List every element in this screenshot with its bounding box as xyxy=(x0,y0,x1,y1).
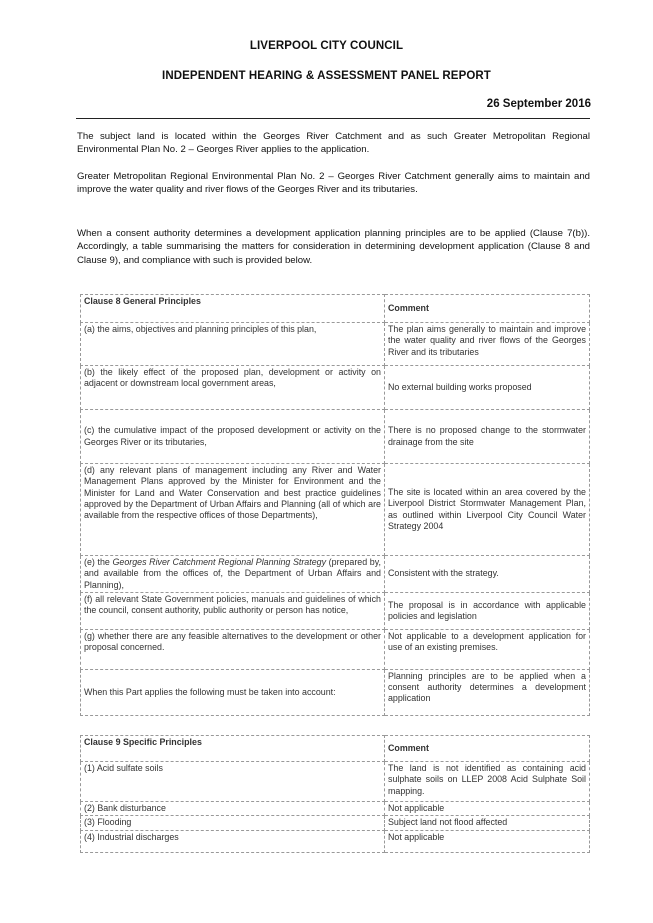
principle-cell: (3) Flooding xyxy=(81,816,385,830)
table-header-row xyxy=(81,736,590,762)
principle-cell: (b) the likely effect of the proposed plan, development or activity on adjacent or downstream local government areas, xyxy=(81,366,385,410)
clause-8-header: Clause 8 General Principles xyxy=(81,295,385,323)
table-row xyxy=(81,592,590,629)
comment-cell: Consistent with the strategy. xyxy=(385,556,590,593)
principle-cell xyxy=(81,556,385,593)
table-row xyxy=(81,366,590,410)
table-row xyxy=(81,802,590,816)
intro-paragraph-2: Greater Metropolitan Regional Environmental Plan No. 2 – Georges River Catchment generally aims to maintain and improve the water quality and river flows of the Georges River and its tributaries. xyxy=(77,171,590,196)
clause-9-table xyxy=(80,735,590,853)
principle-suffix: (prepared by, and available from the offices of, the Department of Urban Affairs and Planning), xyxy=(84,557,381,590)
comment-cell: Not applicable xyxy=(385,802,590,816)
comment-cell: The plan aims generally to maintain and improve the water quality and river flows of the Georges River and its tributaries xyxy=(385,323,590,366)
principle-cell: (f) all relevant State Government policies, manuals and guidelines of which the council, consent authority, public authority or person has notice, xyxy=(81,592,385,629)
principle-cell: When this Part applies the following must be taken into account: xyxy=(81,669,385,715)
intro-paragraph-3: When a consent authority determines a development application planning principles are to be applied (Clause 7(b)). Accordingly, a table summarising the matters for consideration in determining development application (Clause 8 and Clause 9), and compliance with such is provided below. xyxy=(77,228,590,266)
council-name: LIVERPOOL CITY COUNCIL xyxy=(249,40,404,52)
principle-cell: (4) Industrial discharges xyxy=(81,830,385,852)
table-row xyxy=(81,669,590,715)
principle-cell: (2) Bank disturbance xyxy=(81,802,385,816)
report-title: INDEPENDENT HEARING & ASSESSMENT PANEL REPORT xyxy=(162,70,491,82)
table-header-row xyxy=(81,295,590,323)
table-row xyxy=(81,629,590,669)
table-row xyxy=(81,830,590,852)
table-row xyxy=(81,464,590,556)
table-row xyxy=(81,410,590,464)
table-row xyxy=(81,816,590,830)
clause-9-header: Clause 9 Specific Principles xyxy=(81,736,385,762)
principle-cell: (c) the cumulative impact of the proposed development or activity on the Georges River or its tributaries, xyxy=(81,410,385,464)
comment-cell: Planning principles are to be applied when a consent authority determines a development application xyxy=(385,669,590,715)
principle-cell: (d) any relevant plans of management including any River and Water Management Plans approved by the Minister for Environment and the Minister for Land and Water Conservation and best practice guidelines approved by the Department of Urban Affairs and Planning (all of which are available from the respective offices of those Departments), xyxy=(81,464,385,556)
strategy-title: Georges River Catchment Regional Planning Strategy xyxy=(112,557,327,567)
comment-cell: The land is not identified as containing acid sulphate soils on LLEP 2008 Acid Sulphate Soil mapping. xyxy=(385,762,590,802)
report-date: 26 September 2016 xyxy=(486,98,591,110)
principle-cell: (a) the aims, objectives and planning principles of this plan, xyxy=(81,323,385,366)
header-divider xyxy=(76,118,590,119)
intro-paragraph-1: The subject land is located within the Georges River Catchment and as such Greater Metropolitan Regional Environmental Plan No. 2 – Georges River applies to the application. xyxy=(77,131,590,156)
comment-cell: There is no proposed change to the stormwater drainage from the site xyxy=(385,410,590,464)
principle-cell: (1) Acid sulfate soils xyxy=(81,762,385,802)
comment-cell: The site is located within an area covered by the Liverpool District Stormwater Management Plan, as outlined within Liverpool City Council Water Strategy 2004 xyxy=(385,464,590,556)
comment-cell: Not applicable xyxy=(385,830,590,852)
table-row xyxy=(81,762,590,802)
table-row xyxy=(81,556,590,593)
principle-cell: (g) whether there are any feasible alternatives to the development or other proposal concerned. xyxy=(81,629,385,669)
comment-header: Comment xyxy=(385,295,590,323)
clause-8-table xyxy=(80,294,590,716)
comment-cell: No external building works proposed xyxy=(385,366,590,410)
comment-header: Comment xyxy=(385,736,590,762)
principle-prefix: (e) the xyxy=(84,557,113,567)
comment-cell: Subject land not flood affected xyxy=(385,816,590,830)
table-row xyxy=(81,323,590,366)
comment-cell: The proposal is in accordance with applicable policies and legislation xyxy=(385,592,590,629)
comment-cell: Not applicable to a development application for use of an existing premises. xyxy=(385,629,590,669)
